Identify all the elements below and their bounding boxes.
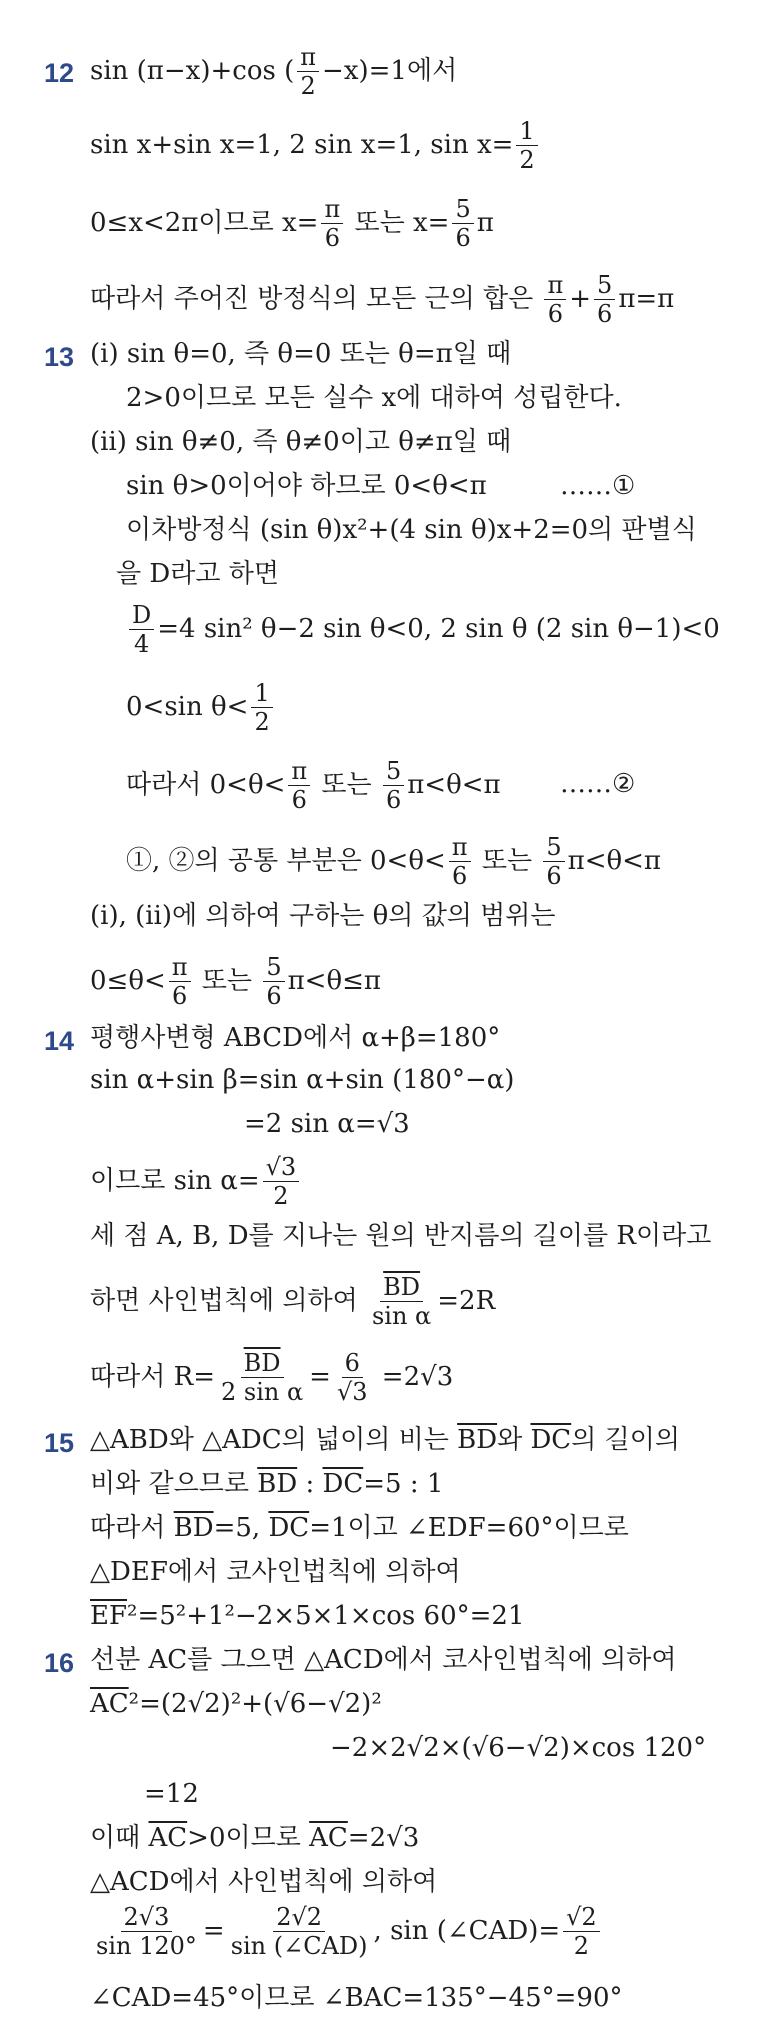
numerator: $\overline{BD}$ (380, 1274, 423, 1302)
text: 이때 (90, 1823, 149, 1853)
text: ²=5²+1²−2×5×1×cos 60°=21 (127, 1601, 525, 1631)
numerator: √2 (563, 1904, 600, 1932)
problem-16-line-1: 선분 AC를 그으면 △ACD에서 코사인법칙에 의하여 (90, 1645, 677, 1675)
problem-12-line-2 (90, 118, 541, 174)
problem-13-line-10 (126, 834, 661, 890)
fraction (321, 196, 343, 252)
text: 의 길이의 (571, 1425, 680, 1455)
text: 따라서 0<θ< (126, 769, 286, 800)
problem-number-16: 16 (44, 1648, 75, 1678)
text: =2R (437, 1285, 496, 1316)
text: π<θ≤π (287, 965, 381, 996)
problem-number-12: 12 (44, 58, 75, 88)
segment-dc: $\overline{DC}$ (530, 1425, 572, 1455)
denominator: 6 (452, 862, 468, 891)
numerator: π (288, 758, 310, 786)
problem-12-line-4 (90, 272, 674, 328)
fraction (129, 602, 154, 658)
numerator: 5 (594, 272, 615, 300)
fraction (263, 1154, 300, 1210)
problem-16-line-5 (90, 1824, 419, 1854)
text: 이므로 sin α= (90, 1165, 260, 1196)
problem-13-line-1: (ⅰ) sin θ=0, 즉 θ=0 또는 θ=π일 때 (90, 339, 512, 369)
fraction (169, 954, 191, 1010)
numerator: 1 (251, 680, 272, 708)
problem-13-line-4: sin θ>0이어야 하므로 0<θ<π (126, 471, 487, 501)
text: sin (π−x)+cos ( (90, 55, 295, 86)
fraction (334, 1350, 371, 1406)
problem-13-line-11: (ⅰ), (ⅱ)에 의하여 구하는 θ의 값의 범위는 (90, 901, 556, 931)
problem-14-line-2: sin α+sin β=sin α+sin (180°−α) (90, 1065, 515, 1095)
denominator: 6 (547, 300, 563, 329)
fraction (251, 680, 272, 736)
problem-16-line-6: △ACD에서 사인법칙에 의하여 (90, 1867, 438, 1897)
numerator: π (297, 44, 319, 72)
text: =2√3 (347, 1823, 420, 1853)
text: 또는 x= (346, 207, 450, 238)
fraction (263, 954, 284, 1010)
text: + (569, 283, 592, 314)
fraction (594, 272, 615, 328)
problem-number-14: 14 (44, 1026, 75, 1056)
fraction (543, 834, 564, 890)
denominator: 6 (597, 300, 613, 329)
fraction (516, 118, 537, 174)
problem-14-line-6 (90, 1274, 495, 1330)
fraction (218, 1350, 306, 1406)
text: π<θ<π (407, 769, 501, 800)
text: 또는 (473, 845, 541, 876)
denominator: sin 120° (96, 1932, 197, 1961)
denominator: sin (∠CAD) (230, 1932, 368, 1961)
text: 0≤θ< (90, 965, 166, 996)
denominator: 2 (273, 1182, 289, 1211)
text: : (297, 1469, 323, 1499)
denominator: 2 (573, 1932, 590, 1961)
segment-ac: $\overline{AC}$ (148, 1823, 188, 1853)
text: ①, ②의 공통 부분은 0<θ< (126, 845, 446, 876)
problem-14-line-4 (90, 1154, 302, 1210)
numerator: 2√3 (121, 1904, 173, 1932)
mark-2: ……② (560, 769, 636, 799)
numerator: $\overline{BD}$ (241, 1350, 284, 1378)
denominator: 2 (519, 146, 535, 175)
problem-12-line-3 (90, 196, 494, 252)
segment-ac: $\overline{AC}$ (90, 1689, 129, 1719)
text: 비와 같으므로 (90, 1469, 258, 1499)
mark-1: ……① (560, 471, 636, 501)
numerator: 2√2 (273, 1904, 325, 1932)
text: π (476, 207, 494, 238)
fraction (544, 272, 566, 328)
problem-16-line-8: ∠CAD=45°이므로 ∠BAC=135°−45°=90° (90, 1983, 623, 2013)
problem-15-line-1 (90, 1426, 680, 1456)
text: >0이므로 (187, 1823, 310, 1853)
problem-15-line-2 (90, 1470, 443, 1500)
denominator: 2 (300, 72, 316, 101)
problem-number-15: 15 (44, 1428, 75, 1458)
problem-13-line-2: 2>0이므로 모든 실수 x에 대하여 성립한다. (126, 383, 622, 413)
text: 따라서 (90, 1513, 174, 1543)
problem-13-line-12 (90, 954, 381, 1010)
problem-15-line-4: △DEF에서 코사인법칙에 의하여 (90, 1557, 461, 1587)
fraction (563, 1904, 600, 1960)
text: 0≤x<2π이므로 x= (90, 207, 319, 238)
fraction (288, 758, 310, 814)
fraction (228, 1904, 371, 1960)
segment-bd: $\overline{BD}$ (257, 1469, 298, 1499)
text: =2√3 (373, 1361, 454, 1392)
segment-dc: $\overline{DC}$ (268, 1513, 310, 1543)
problem-14-line-5: 세 점 A, B, D를 지나는 원의 반지름의 길이를 R이라고 (90, 1221, 712, 1251)
denominator: 6 (455, 224, 471, 253)
text: π=π (618, 283, 675, 314)
fraction (369, 1274, 434, 1330)
problem-13-line-5: 이차방정식 (sin θ)x²+(4 sin θ)x+2=0의 판별식 (126, 515, 697, 545)
segment-ac: $\overline{AC}$ (309, 1823, 348, 1853)
numerator: π (449, 834, 471, 862)
numerator: 5 (263, 954, 284, 982)
problem-16-line-7 (90, 1904, 603, 1960)
text: ²=(2√2)²+(√6−√2)² (128, 1689, 382, 1719)
problem-12-line-1 (90, 44, 457, 100)
text: =4 sin² θ−2 sin θ<0, 2 sin θ (2 sin θ−1)<0 (157, 613, 720, 644)
denominator: sin α (371, 1302, 432, 1331)
text: 하면 사인법칙에 의하여 (90, 1285, 366, 1316)
problem-14-line-7 (90, 1350, 453, 1406)
numerator: √3 (263, 1154, 300, 1182)
denominator: 6 (324, 224, 340, 253)
denominator: 6 (385, 786, 402, 815)
problem-13-line-8 (126, 680, 276, 736)
fraction (449, 834, 471, 890)
problem-13-line-9 (126, 758, 501, 814)
denominator: 2 sin α (220, 1378, 304, 1407)
fraction (383, 758, 404, 814)
numerator: π (169, 954, 191, 982)
text: = (202, 1915, 225, 1946)
segment-ef: $\overline{EF}$ (90, 1601, 128, 1631)
text: −x)=1에서 (322, 55, 458, 86)
text: 따라서 R= (90, 1361, 215, 1392)
text: =5 : 1 (363, 1469, 444, 1499)
denominator: 6 (291, 786, 307, 815)
problem-15-line-5 (90, 1602, 525, 1632)
text: , sin (∠CAD)= (373, 1915, 561, 1946)
problem-13-line-3: (ⅱ) sin θ≠0, 즉 θ≠0이고 θ≠π일 때 (90, 427, 512, 457)
denominator: 2 (254, 708, 270, 737)
text: sin x+sin x=1, 2 sin x=1, sin x= (90, 129, 514, 160)
problem-number-13: 13 (44, 342, 75, 372)
problem-14-line-3: =2 sin α=√3 (244, 1109, 410, 1139)
numerator: π (544, 272, 566, 300)
problem-15-line-3 (90, 1514, 629, 1544)
text: 와 (497, 1425, 531, 1455)
numerator: 5 (383, 758, 404, 786)
denominator: 4 (133, 630, 150, 659)
problem-16-line-3: −2×2√2×(√6−√2)×cos 120° (330, 1733, 707, 1763)
text: = (309, 1361, 331, 1392)
fraction (93, 1904, 200, 1960)
segment-bd: $\overline{BD}$ (457, 1425, 498, 1455)
text: 0<sin θ< (126, 691, 249, 722)
text: 따라서 주어진 방정식의 모든 근의 합은 (90, 283, 542, 314)
denominator: √3 (336, 1378, 368, 1407)
numerator: 5 (452, 196, 473, 224)
denominator: 6 (172, 982, 188, 1011)
text: 또는 (193, 965, 261, 996)
problem-16-line-2 (90, 1690, 382, 1720)
problem-16-line-4: =12 (144, 1779, 199, 1809)
numerator: 6 (342, 1350, 363, 1378)
problem-13-line-6: 을 D라고 하면 (116, 559, 279, 589)
text: △ABD와 △ADC의 넓이의 비는 (90, 1425, 458, 1455)
numerator: 1 (516, 118, 537, 146)
problem-14-line-1: 평행사변형 ABCD에서 α+β=180° (90, 1023, 501, 1053)
problem-13-line-7 (126, 602, 720, 658)
fraction (452, 196, 473, 252)
text: π<θ<π (567, 845, 662, 876)
denominator: 6 (266, 982, 282, 1011)
denominator: 6 (546, 862, 562, 891)
numerator: 5 (543, 834, 564, 862)
numerator: π (321, 196, 343, 224)
text: =1이고 ∠EDF=60°이므로 (309, 1513, 629, 1543)
segment-bd: $\overline{BD}$ (173, 1513, 214, 1543)
numerator: D (129, 602, 154, 630)
fraction (297, 44, 319, 100)
text: =5, (213, 1513, 269, 1543)
segment-dc: $\overline{DC}$ (322, 1469, 364, 1499)
text: 또는 (313, 769, 380, 800)
